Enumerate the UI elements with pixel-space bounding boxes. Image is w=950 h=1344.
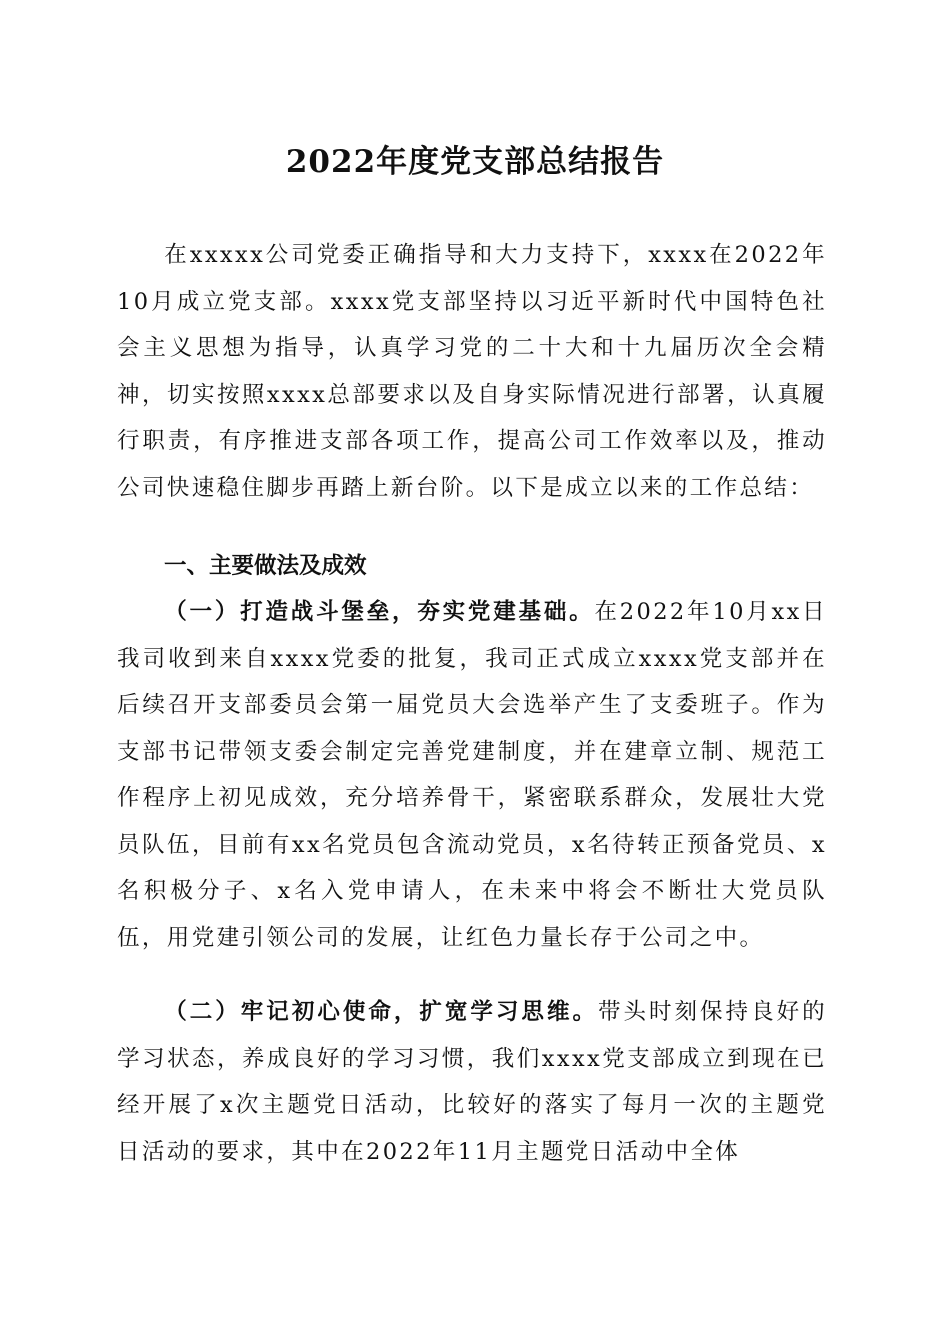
document-title: 2022年度党支部总结报告	[285, 144, 665, 180]
item-2-lead: （二）牢记初心使命，扩宽学习思维。	[164, 999, 598, 1025]
intro-paragraph: 在xxxxx公司党委正确指导和大力支持下，xxxx在2022年10月成立党支部。xxxx党支部坚持以习近平新时代中国特色社会主义思想为指导，认真学习党的二十大和十九届历次全会精神，切实按照xxxx总部要求以及自身实际情况进行部署，认真履行职责，有序推进支部各项工作，提高公司工作效率以及，推动公司快速稳住脚步再踏上新台阶。以下是成立以来的工作总结：	[117, 242, 827, 501]
item-2-text: 带头时刻保持良好的学习状态，养成良好的学习习惯，我们xxxx党支部成立到现在已经开展了x次主题党日活动，比较好的落实了每月一次的主题党日活动的要求，其中在2022年11月主题党日活动中全体	[117, 999, 827, 1165]
item-1-text: 在2022年10月xx日我司收到来自xxxx党委的批复，我司正式成立xxxx党支部并在后续召开支部委员会第一届党员大会选举产生了支委班子。作为支部书记带领支委会制定完善党建制度，并在建章立制、规范工作程序上初见成效，充分培养骨干，紧密联系群众，发展壮大党员队伍，目前有xx名党员包含流动党员，x名待转正预备党员、x名积极分子、x名入党申请人，在未来中将会不断壮大党员队伍，用党建引领公司的发展，让红色力量长存于公司之中。	[117, 599, 827, 951]
section-heading-main-practices: 一、主要做法及成效	[164, 553, 367, 579]
paragraph-item-1	[117, 589, 827, 961]
paragraph-item-2	[117, 989, 827, 1175]
item-1-lead: （一）打造战斗堡垒，夯实党建基础。	[164, 599, 595, 625]
